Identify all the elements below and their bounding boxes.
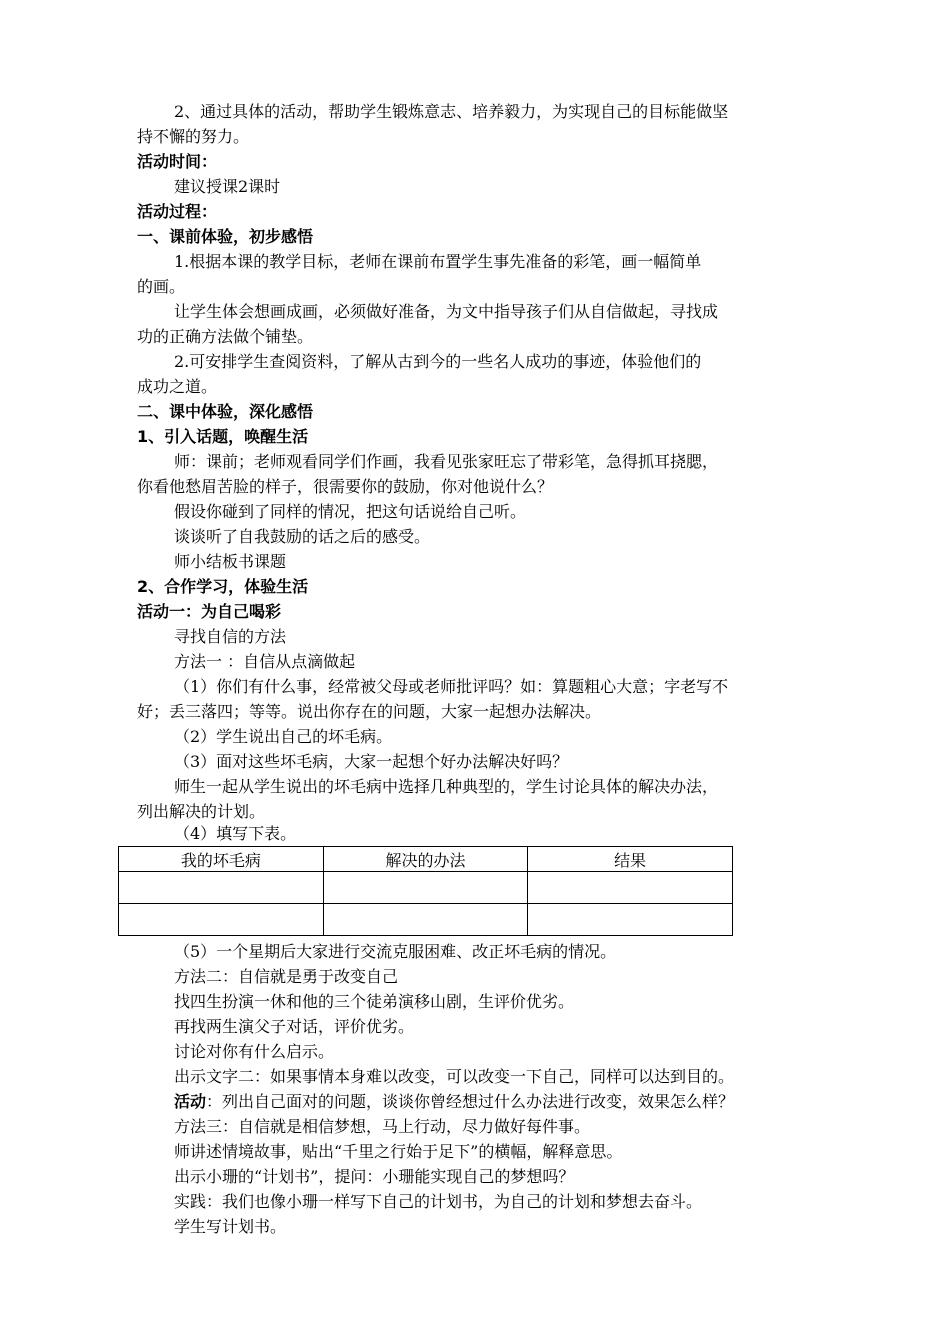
table-row [119,904,733,936]
section-heading: 一、课前体验，初步感悟 [137,227,314,246]
text-line: 学生写计划书。 [174,1217,287,1236]
text-line: 寻找自信的方法 [174,627,287,646]
section-heading: 活动一：为自己喝彩 [137,602,282,621]
activity-text: ：列出自己面对的问题，谈谈你曾经想过什么办法进行改变，效果怎么样？ [206,1092,735,1111]
text-line: （3）面对这些坏毛病，大家一起想个好办法解决好吗？ [174,752,569,771]
text-line: 成功之道。 [137,377,218,396]
text-line: 1.根据本课的教学目标，老师在课前布置学生事先准备的彩笔，画一幅简单 [174,252,702,271]
text-line: 列出解决的计划。 [137,802,266,821]
text-line: 2、通过具体的活动，帮助学生锻炼意志、培养毅力，为实现自己的目标能做坚 [174,102,729,121]
table-row [119,872,733,904]
text-line: 实践：我们也像小珊一样写下自己的计划书，为自己的计划和梦想去奋斗。 [174,1192,703,1211]
table-header-row [119,847,733,872]
table-header-cell: 我的坏毛病 [119,847,324,872]
section-label: 活动时间： [137,152,218,171]
activity-line [174,1090,774,1114]
text-line: （5）一个星期后大家进行交流克服困难、改正坏毛病的情况。 [174,942,617,961]
table-cell[interactable] [323,872,528,904]
text-line: （2）学生说出自己的坏毛病。 [174,727,393,746]
text-line: 师：课前；老师观看同学们作画，我看见张家旺忘了带彩笔，急得抓耳挠腮， [174,452,719,471]
table-cell[interactable] [323,904,528,936]
text-line: 谈谈听了自我鼓励的话之后的感受。 [174,527,431,546]
text-line: 的画。 [137,277,186,296]
text-line: 师讲述情境故事，贴出“千里之行始于足下”的横幅，解释意思。 [174,1142,623,1161]
text-line: 你看他愁眉苦脸的样子，很需要你的鼓励，你对他说什么？ [137,477,554,496]
table-cell[interactable] [528,904,733,936]
table-header-cell: 解决的办法 [323,847,528,872]
text-line: 出示文字二：如果事情本身难以改变，可以改变一下自己，同样可以达到目的。 [174,1067,735,1086]
section-heading: 1、引入话题，唤醒生活 [137,427,309,446]
text-line: 方法三：自信就是相信梦想，马上行动，尽力做好每件事。 [174,1117,591,1136]
text-line: （1）你们有什么事，经常被父母或老师批评吗？如：算题粗心大意；字老写不 [174,677,729,696]
text-line: 持不懈的努力。 [137,127,250,146]
text-line: 再找两生演父子对话，评价优劣。 [174,1017,415,1036]
text-line: 师生一起从学生说出的坏毛病中选择几种典型的，学生讨论具体的解决办法， [174,777,719,796]
bad-habits-table [118,846,733,936]
text-line: （4）填写下表。 [174,824,297,843]
table-cell[interactable] [528,872,733,904]
text-line: 2.可安排学生查阅资料，了解从古到今的一些名人成功的事迹，体验他们的 [174,352,702,371]
table-cell[interactable] [119,872,324,904]
text-line: 讨论对你有什么启示。 [174,1042,335,1061]
table-cell[interactable] [119,904,324,936]
text-line: 找四生扮演一休和他的三个徒弟演移山剧，生评价优劣。 [174,992,575,1011]
text-line: 让学生体会想画成画，必须做好准备，为文中指导孩子们从自信做起，寻找成 [174,302,719,321]
text-line: 功的正确方法做个铺垫。 [137,327,314,346]
text-line: 方法一 ：自信从点滴做起 [174,652,356,671]
text-line: 好；丢三落四；等等。说出你存在的问题，大家一起想办法解决。 [137,702,602,721]
section-heading: 二、课中体验，深化感悟 [137,402,314,421]
text-line: 师小结板书课题 [174,552,287,571]
section-heading: 2、合作学习，体验生活 [137,577,309,596]
text-line: 方法二：自信就是勇于改变自己 [174,967,399,986]
text-line: 建议授课2课时 [174,177,281,196]
table-header-cell: 结果 [528,847,733,872]
text-line: 出示小珊的“计划书”，提问：小珊能实现自己的梦想吗？ [174,1167,575,1186]
section-label: 活动过程： [137,202,218,221]
text-line: 假设你碰到了同样的情况，把这句话说给自己听。 [174,502,527,521]
activity-label: 活动 [174,1092,207,1111]
